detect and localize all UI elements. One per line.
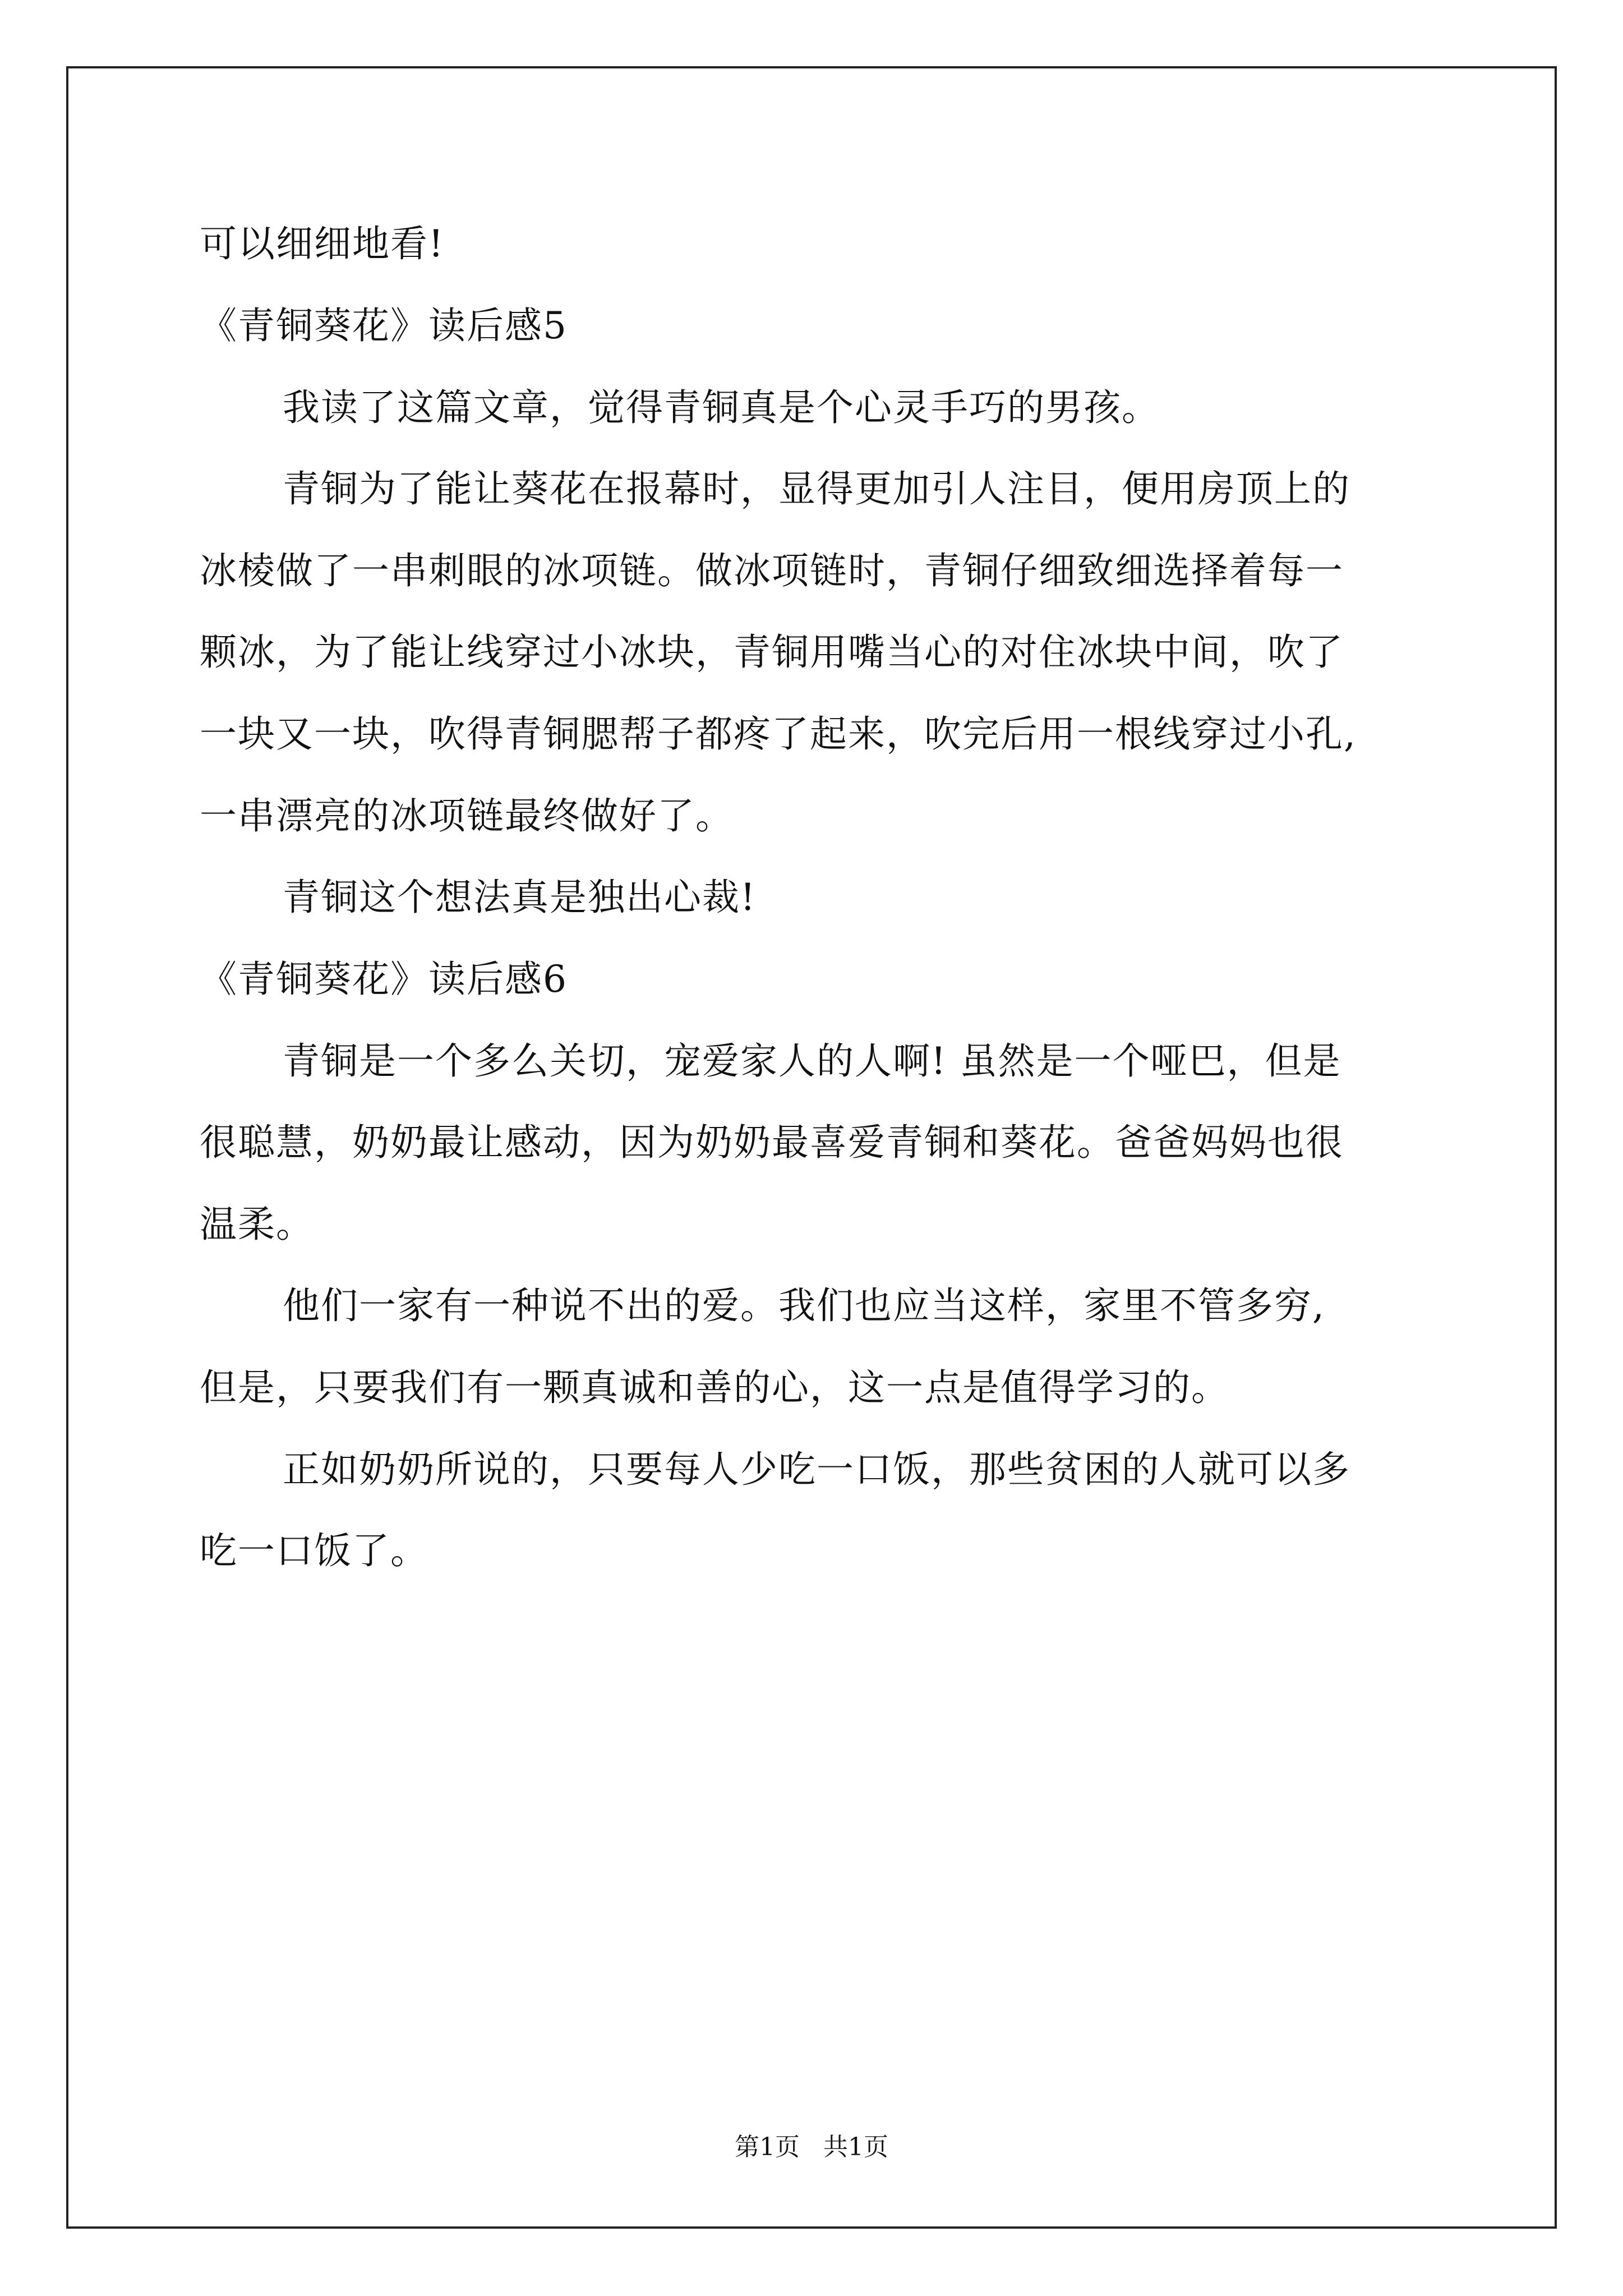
paragraph-line: 很聪慧，奶奶最让感动，因为奶奶最喜爱青铜和葵花。爸爸妈妈也很 — [200, 1121, 1344, 1164]
paragraph-line: 正如奶奶所说的，只要每人少吃一口饭，那些贫困的人就可以多 — [283, 1448, 1350, 1491]
section-heading: 《青铜葵花》读后感5 — [200, 304, 568, 347]
paragraph-line: 冰棱做了一串刺眼的冰项链。做冰项链时，青铜仔细致细选择着每一 — [200, 549, 1344, 592]
paragraph-line: 一块又一块，吹得青铜腮帮子都疼了起来，吹完后用一根线穿过小孔, — [200, 712, 1357, 756]
paragraph-line: 可以细细地看! — [200, 222, 445, 265]
paragraph-line: 青铜为了能让葵花在报幕时，显得更加引人注目，便用房顶上的 — [283, 467, 1350, 510]
paragraph-line: 青铜是一个多么关切，宠爱家人的人啊! 虽然是一个哑巴，但是 — [283, 1039, 1341, 1083]
paragraph-line: 颗冰，为了能让线穿过小冰块，青铜用嘴当心的对住冰块中间，吹了 — [200, 631, 1344, 674]
paragraph-line: 我读了这篇文章，觉得青铜真是个心灵手巧的男孩。 — [283, 386, 1160, 429]
paragraph-line: 温柔。 — [200, 1203, 314, 1246]
paragraph-line: 他们一家有一种说不出的爱。我们也应当这样，家里不管多穷, — [283, 1284, 1325, 1327]
paragraph-line: 一串漂亮的冰项链最终做好了。 — [200, 794, 734, 838]
paragraph-line: 吃一口饭了。 — [200, 1529, 428, 1572]
paragraph-line: 青铜这个想法真是独出心裁! — [283, 876, 757, 919]
paragraph-line: 但是，只要我们有一颗真诚和善的心，这一点是值得学习的。 — [200, 1366, 1229, 1409]
section-heading: 《青铜葵花》读后感6 — [200, 958, 568, 1001]
page-footer: 第1页 共1页 — [735, 2133, 888, 2161]
